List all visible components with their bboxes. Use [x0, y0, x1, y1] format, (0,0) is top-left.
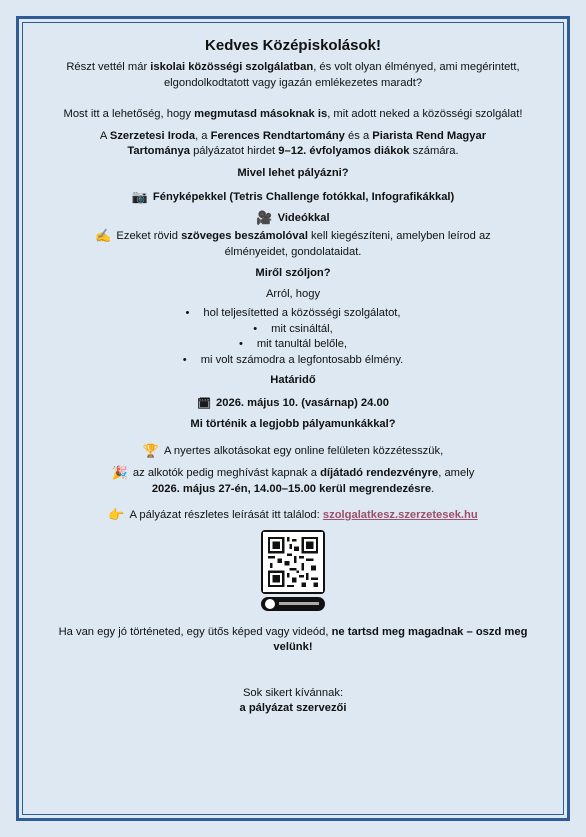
- qr-code-icon: [261, 530, 325, 594]
- intro-paragraph-2: [40, 107, 546, 123]
- report-text: kell kiegészíteni, amelyben leírod az élményeidet, gondolataidat.: [224, 230, 491, 258]
- photos-text: Fényképekkel (Tetris Challenge fotókkal, Infografikákkal): [152, 191, 455, 203]
- intro-text: , a: [195, 129, 211, 142]
- calendar-icon: 🗓: [197, 397, 212, 410]
- deadline-date: 2026. május 10. (vasárnap) 24.00: [216, 396, 389, 409]
- list-item-text: hol teljesítetted a közösségi szolgálatot,: [203, 307, 401, 319]
- list-item: [40, 353, 546, 369]
- intro-text: A: [99, 129, 110, 142]
- bullet-icon: •: [182, 353, 187, 366]
- pointing-hand-icon: 👉: [108, 507, 125, 522]
- winners-line-1: [40, 443, 546, 460]
- party-popper-icon: 🎉: [111, 465, 128, 480]
- about-heading: Miről szóljon?: [255, 267, 331, 279]
- text-report-line: [40, 228, 546, 260]
- intro-text: Most itt a lehetőség, hogy: [63, 108, 195, 120]
- bullet-icon: •: [185, 307, 190, 319]
- winners-line-3: [40, 482, 546, 498]
- winners-text: , amely: [438, 467, 475, 479]
- list-item-text: mi volt számodra a legfontosabb élmény.: [200, 353, 404, 366]
- bullet-icon: •: [238, 338, 243, 350]
- event-name: díjátadó rendezvényre: [320, 467, 439, 479]
- videos-line: [40, 210, 546, 227]
- trophy-icon: 🏆: [142, 442, 159, 458]
- details-text: A pályázat részletes leírását itt találod:: [129, 509, 323, 521]
- target-audience: 9–12. évfolyamos diákok: [278, 145, 410, 157]
- intro-text: pályázatot hirdet: [189, 145, 279, 157]
- intro-text: és a: [344, 129, 373, 142]
- how-heading: Mivel lehet pályázni?: [237, 166, 349, 179]
- about-lead: Arról, hogy: [265, 287, 321, 300]
- winners-heading: Mi történik a legjobb pályamunkákkal?: [190, 418, 396, 430]
- winners-text: az alkotók pedig meghívást kapnak a: [132, 467, 321, 479]
- closing-paragraph: [40, 625, 546, 656]
- list-item: [40, 322, 546, 338]
- camera-icon: 📷: [131, 189, 148, 204]
- videos-text: Videókkal: [277, 211, 330, 224]
- event-date: 2026. május 27-én, 14.00–15.00 kerül megrendezésre: [151, 482, 432, 495]
- intro-text: Részt vettél már: [66, 61, 151, 73]
- list-item: [40, 337, 546, 353]
- intro-paragraph-1: [40, 60, 546, 91]
- list-item-text: mit csináltál,: [271, 322, 333, 335]
- winners-line-2: [40, 465, 546, 482]
- winners-text: A nyertes alkotásokat egy online felületen közzétesszük,: [163, 444, 444, 457]
- qr-code-block: [261, 530, 325, 611]
- closing-text: Ha van egy jó történeted, egy ütős képed vagy videód,: [58, 625, 332, 638]
- intro-paragraph-3: [40, 129, 546, 160]
- org-name: Szerzetesi Iroda: [109, 129, 196, 142]
- bullet-icon: •: [253, 322, 258, 335]
- signoff-line-2: a pályázat szervezői: [239, 702, 347, 714]
- deadline-date-line: [40, 396, 546, 413]
- about-list: [40, 306, 546, 368]
- signoff-line-1: Sok sikert kívánnak:: [242, 686, 344, 699]
- intro-text: számára.: [409, 145, 459, 157]
- writing-hand-icon: ✍️: [95, 228, 112, 243]
- intro-text: , és volt olyan élményed, ami megérintett, elgondolkodtatott vagy igazán emlékezetes maradt?: [163, 61, 520, 89]
- report-emphasis: szöveges beszámolóval: [181, 230, 308, 242]
- intro-emphasis: iskolai közösségi szolgálatban: [150, 61, 314, 73]
- list-item-text: mit tanultál belőle,: [256, 338, 348, 350]
- report-text: Ezeket rövid: [116, 230, 182, 242]
- qr-badge-logo-icon: [265, 599, 275, 609]
- video-camera-icon: 🎥: [256, 209, 273, 225]
- page-title: Kedves Középiskolások!: [205, 37, 381, 54]
- document-body: [40, 36, 546, 717]
- photos-line: [40, 189, 546, 206]
- details-line: [40, 507, 546, 524]
- intro-emphasis: megmutasd másoknak is: [194, 108, 328, 120]
- closing-emphasis: ne tartsd meg magadnak – oszd meg velünk!: [273, 625, 528, 653]
- org-name: Ferences Rendtartomány: [210, 129, 345, 142]
- deadline-heading: Határidő: [270, 374, 316, 386]
- winners-text: .: [431, 482, 435, 495]
- qr-badge: [261, 597, 325, 611]
- qr-badge-caption: [279, 602, 319, 605]
- list-item: [40, 306, 546, 322]
- intro-text: , mit adott neked a közösségi szolgálat!: [327, 108, 523, 120]
- org-name: Piarista Rend Magyar Tartománya: [127, 129, 487, 157]
- details-link[interactable]: szolgalatkesz.szerzetesek.hu: [322, 509, 478, 521]
